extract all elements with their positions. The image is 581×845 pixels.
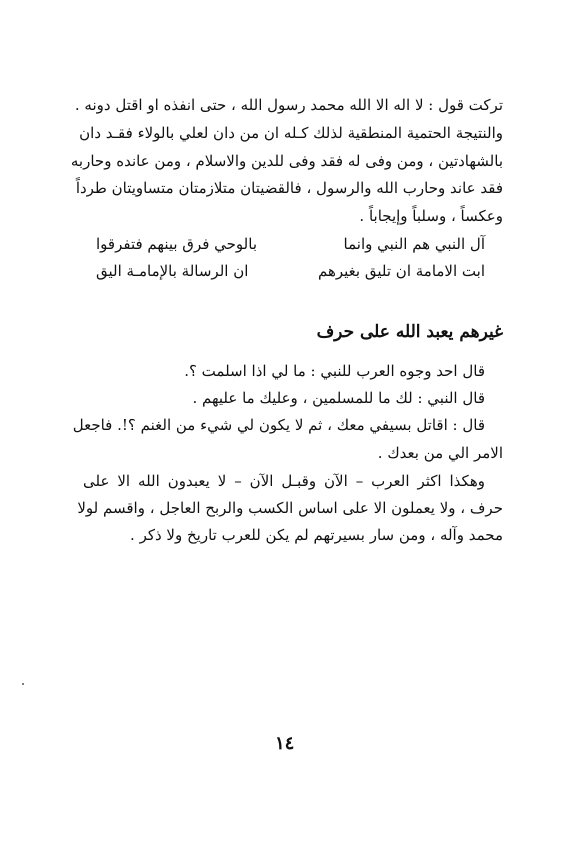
paragraph1-line-3: بالشهادتين ، ومن وفى له فقد وفى للدين والاسلام ، ومن عانده وحاربه [70, 152, 503, 170]
dialogue-line-3: قال : اقاتل بسيفي معك ، ثم لا يكون لي شيء من الغنم ؟!. فاجعل [72, 416, 485, 434]
paragraph2-line-2: حرف ، ولا يعملون الا على اساس الكسب والربح العاجل ، واقسم لولا [77, 499, 503, 517]
paragraph1-line-1: تركت قول : لا اله الا الله محمد رسول الله ، حتى انفذه او اقتل دونه . [74, 96, 503, 114]
page-number: ١٤ [275, 733, 295, 754]
paragraph1-line-4: فقد عاند وحارب الله والرسول ، فالقضيتان متلازمتان متساويتان طرداً [75, 179, 503, 197]
dialogue-line-4: الامر الي من بعدك . [377, 444, 503, 462]
verse-line-1-right: آل النبي هم النبي وانما [343, 235, 485, 253]
paragraph2-line-3: محمد وآله ، ومن سار بسيرتهم لم يكن للعرب تاريخ ولا ذكر . [130, 526, 503, 544]
dialogue-line-1: قال احد وجوه العرب للنبي : ما لي اذا اسلمت ؟. [184, 362, 485, 380]
verse-line-1-left: بالوحي فرق بينهم فتفرقوا [96, 235, 258, 253]
verse-line-2-right: ابت الامامة ان تليق بغيرهم [317, 262, 485, 280]
paragraph1-line-5: وعكساً ، وسلباً وإيجاباً . [359, 207, 503, 225]
paragraph2-line-1: وهكذا اكثر العرب – الآن وقبـل الآن – لا يعبدون الله الا على [83, 472, 485, 490]
dialogue-line-2: قال النبي : لك ما للمسلمين ، وعليك ما عليهم . [192, 389, 485, 407]
paragraph1-line-2: والنتيجة الحتمية المنطقية لذلك كـله ان من دان لعلي بالولاء فقـد دان [79, 124, 503, 142]
verse-line-2-left: ان الرسالة بالإمامـة اليق [96, 262, 249, 280]
section-heading: غيرهم يعبد الله على حرف [316, 322, 503, 342]
margin-mark [22, 683, 24, 685]
